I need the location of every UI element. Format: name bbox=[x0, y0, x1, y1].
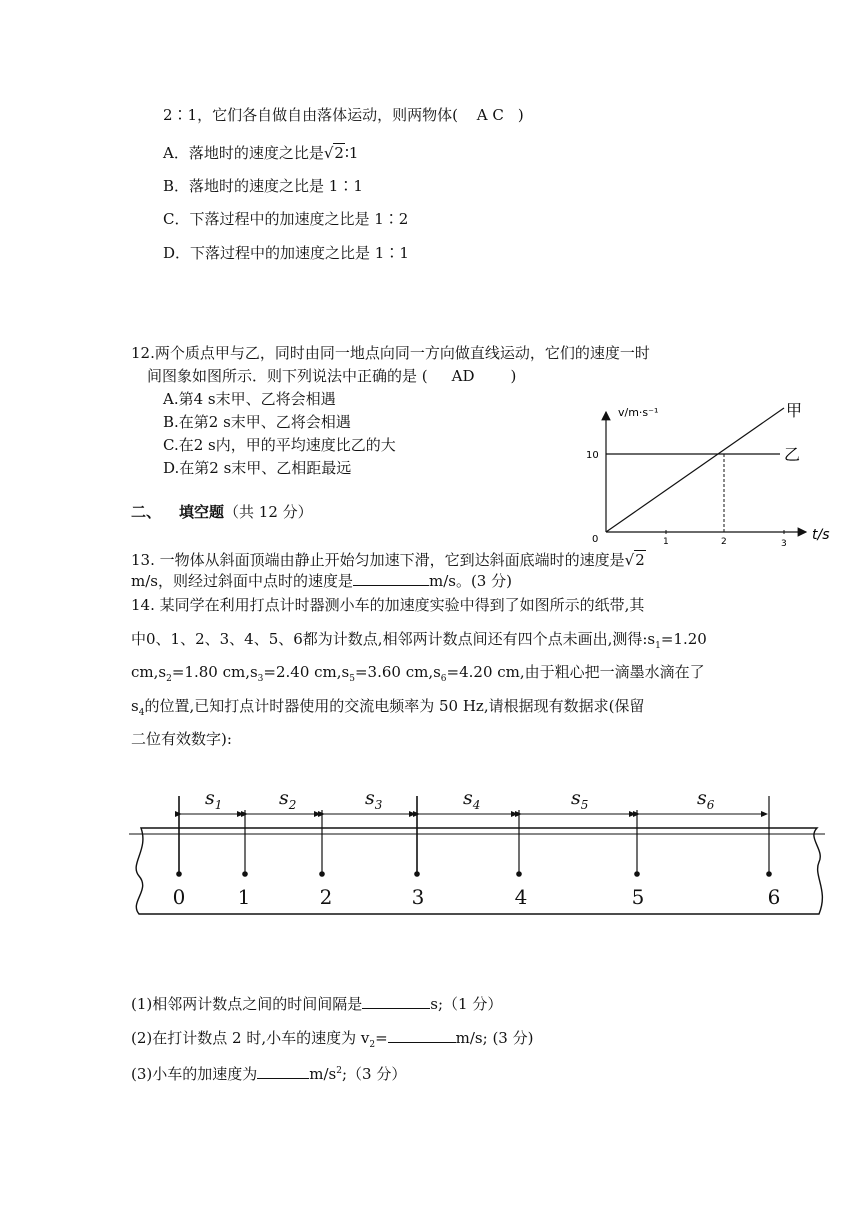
q14-line3 bbox=[131, 662, 705, 689]
q12-close: ) bbox=[510, 367, 517, 385]
segment-label: $s_6$ bbox=[697, 787, 715, 812]
answer-blank[interactable] bbox=[362, 994, 430, 1009]
q14-text: =2.40 cm,s bbox=[263, 663, 350, 681]
count-dot bbox=[319, 871, 325, 877]
section-number: 二、 bbox=[131, 503, 162, 521]
q12-option-c: C.在2 s内，甲的平均速度比乙的大 bbox=[163, 436, 396, 454]
q14-sub3-unit: m/s bbox=[309, 1065, 337, 1083]
label-jia: 甲 bbox=[786, 401, 803, 420]
segment-label: $s_1$ bbox=[205, 787, 223, 812]
q11-option-c: C．下落过程中的加速度之比是 1∶2 bbox=[163, 210, 409, 228]
sqrt-radicand: 2 bbox=[334, 144, 344, 162]
answer-blank[interactable] bbox=[353, 571, 429, 586]
q14-text: =1.80 cm,s bbox=[171, 663, 258, 681]
q14-line4 bbox=[131, 696, 644, 723]
x-tick-label: 1 bbox=[663, 537, 669, 547]
x-tick-label: 2 bbox=[721, 537, 727, 547]
segment-label: $s_4$ bbox=[463, 787, 481, 812]
q11-option-a-ratio: ∶1 bbox=[344, 144, 359, 162]
point-label: 3 bbox=[411, 885, 425, 909]
label-yi: 乙 bbox=[784, 445, 801, 464]
answer-blank[interactable] bbox=[388, 1028, 456, 1043]
q14-sub3-text: (3)小车的加速度为 bbox=[131, 1065, 258, 1083]
subscript: 1 bbox=[655, 641, 661, 651]
section-title: 填空题 bbox=[179, 503, 225, 521]
q11-option-b: B．落地时的速度之比是 1∶1 bbox=[163, 177, 363, 195]
q11-stem-text: 2∶1，它们各自做自由落体运动，则两物体( bbox=[163, 106, 458, 124]
q14-sub2 bbox=[131, 1028, 533, 1055]
q14-sub2-text: (2)在打计数点 2 时,小车的速度为 v bbox=[131, 1029, 370, 1047]
x-axis-label: t/s bbox=[812, 527, 830, 543]
q13-unit: m/s。(3 分) bbox=[428, 572, 512, 590]
q14-line2 bbox=[131, 629, 707, 656]
subscript: 6 bbox=[440, 674, 447, 684]
subscript: 2 bbox=[166, 674, 172, 684]
q14-sub2-unit: m/s; (3 分) bbox=[455, 1029, 534, 1047]
q11-answer: A C bbox=[476, 106, 504, 124]
q13-line2 bbox=[131, 571, 512, 591]
q11-option-a bbox=[163, 143, 358, 163]
q11-close: ) bbox=[517, 106, 524, 124]
q13-line1 bbox=[131, 550, 646, 570]
q12-line1: 12.两个质点甲与乙，同时由同一地点向同一方向做直线运动，它们的速度一时 bbox=[131, 344, 650, 362]
q14-text: =3.60 cm,s bbox=[354, 663, 441, 681]
segment-label: $s_3$ bbox=[365, 787, 383, 812]
q12-option-b: B.在第2 s末甲、乙将会相遇 bbox=[163, 413, 351, 431]
segment-label: $s_2$ bbox=[279, 787, 297, 812]
q12-option-a: A.第4 s末甲、乙将会相遇 bbox=[163, 390, 336, 408]
count-dot bbox=[516, 871, 522, 877]
q14-line5: 二位有效数字): bbox=[131, 730, 232, 748]
subscript: 4 bbox=[138, 708, 145, 718]
q14-text: cm,s bbox=[131, 663, 167, 681]
q11-stem bbox=[163, 105, 524, 125]
q14-text: s bbox=[131, 697, 139, 715]
section-points: （共 12 分） bbox=[224, 503, 313, 521]
q12-option-d: D.在第2 s末甲、乙相距最远 bbox=[163, 459, 352, 477]
subscript: 2 bbox=[369, 1040, 376, 1050]
q14-value-s1: =1.20 bbox=[660, 630, 707, 648]
count-dot bbox=[242, 871, 248, 877]
sqrt-symbol: √2 bbox=[624, 551, 645, 569]
velocity-time-graph bbox=[584, 400, 834, 550]
q14-sub1-unit: s;（1 分） bbox=[430, 995, 503, 1013]
q14-sub2-eq: = bbox=[375, 1029, 388, 1047]
segment-label: $s_5$ bbox=[571, 787, 589, 812]
q12-line2 bbox=[147, 366, 516, 386]
y-tick-label: 10 bbox=[586, 450, 599, 461]
point-label: 6 bbox=[767, 885, 781, 909]
subscript: 3 bbox=[257, 674, 264, 684]
superscript: 2 bbox=[336, 1066, 342, 1076]
answer-blank[interactable] bbox=[257, 1064, 309, 1079]
origin-label: 0 bbox=[592, 534, 599, 545]
y-axis-label: v/m·s⁻¹ bbox=[618, 406, 659, 419]
q14-sub3-points: ;（3 分） bbox=[341, 1065, 407, 1083]
q11-option-d: D．下落过程中的加速度之比是 1∶1 bbox=[163, 244, 409, 262]
q14-sub3 bbox=[131, 1061, 406, 1084]
q12-answer: AD bbox=[451, 367, 475, 385]
q14-line2-text: 中0、1、2、3、4、5、6都为计数点,相邻两计数点间还有四个点未画出,测得:s bbox=[131, 630, 656, 648]
q14-sub1 bbox=[131, 994, 502, 1014]
x-tick-label: 3 bbox=[781, 539, 787, 549]
line-jia bbox=[606, 408, 784, 532]
count-dot bbox=[766, 871, 772, 877]
q12-line2-text: 间图象如图所示．则下列说法中正确的是 ( bbox=[147, 367, 428, 385]
q11-option-a-text: A．落地时的速度之比是 bbox=[163, 144, 324, 162]
point-label: 4 bbox=[514, 885, 528, 909]
q14-text: 的位置,已知打点计时器使用的交流电频率为 50 Hz,请根据现有数据求(保留 bbox=[144, 697, 645, 715]
q13-line1-text: 13. 一物体从斜面顶端由静止开始匀加速下滑，它到达斜面底端时的速度是 bbox=[131, 551, 625, 569]
section-heading bbox=[131, 502, 313, 522]
count-dot bbox=[634, 871, 640, 877]
q14-line1: 14. 某同学在利用打点计时器测小车的加速度实验中得到了如图所示的纸带,其 bbox=[131, 596, 645, 614]
count-dot bbox=[176, 871, 182, 877]
q13-line2-text: m/s，则经过斜面中点时的速度是 bbox=[131, 572, 353, 590]
point-label: 2 bbox=[319, 885, 333, 909]
sqrt-symbol: √2 bbox=[323, 144, 344, 162]
subscript: 5 bbox=[349, 674, 355, 684]
paper-tape-diagram bbox=[125, 780, 831, 920]
q14-sub1-text: (1)相邻两计数点之间的时间间隔是 bbox=[131, 995, 363, 1013]
q14-text: =4.20 cm,由于粗心把一滴墨水滴在了 bbox=[446, 663, 705, 681]
count-dot bbox=[414, 871, 420, 877]
point-label: 0 bbox=[172, 885, 186, 909]
sqrt-radicand: 2 bbox=[635, 551, 645, 569]
point-label: 5 bbox=[631, 885, 645, 909]
point-label: 1 bbox=[237, 885, 251, 909]
